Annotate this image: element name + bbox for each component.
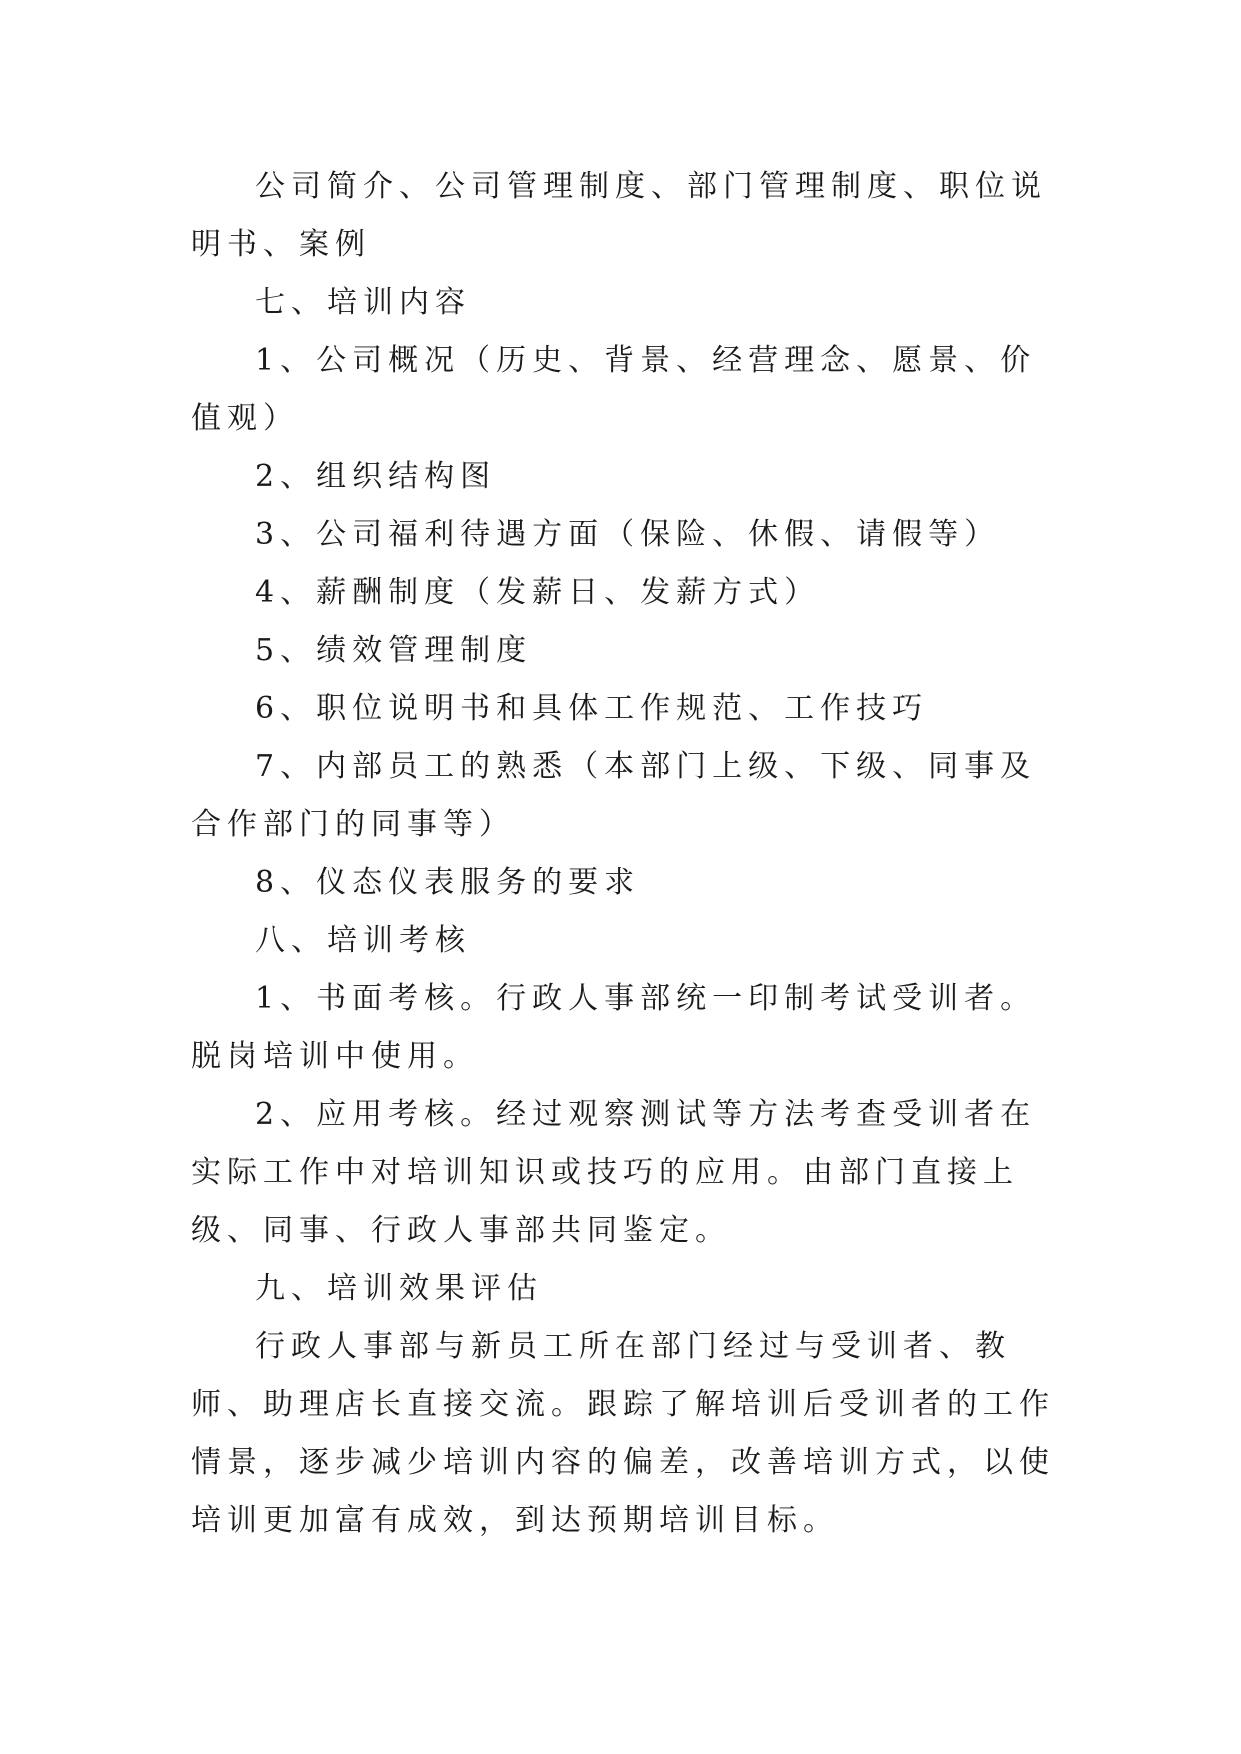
document-body <box>191 158 1071 1550</box>
list-item: 1、公司概况（历史、背景、经营理念、愿景、价值观） <box>191 343 1037 436</box>
list-item: 3、公司福利待遇方面（保险、休假、请假等） <box>255 517 1001 552</box>
list-item: 1、书面考核。行政人事部统一印制考试受训者。脱岗培训中使用。 <box>191 981 1037 1074</box>
list-item: 7、内部员工的熟悉（本部门上级、下级、同事及合作部门的同事等） <box>191 749 1037 842</box>
paragraph-materials: 公司简介、公司管理制度、部门管理制度、职位说明书、案例 <box>191 169 1047 262</box>
heading-section-7: 七、培训内容 <box>255 285 471 320</box>
list-item: 5、绩效管理制度 <box>255 633 533 668</box>
paragraph-evaluation: 行政人事部与新员工所在部门经过与受训者、教师、助理店长直接交流。跟踪了解培训后受训者的工作情景，逐步减少培训内容的偏差，改善培训方式，以使培训更加富有成效，到达预期培训目标。 <box>191 1329 1055 1538</box>
list-item: 8、仪态仪表服务的要求 <box>255 865 641 900</box>
heading-section-8: 八、培训考核 <box>255 923 471 958</box>
heading-section-9: 九、培训效果评估 <box>255 1271 543 1306</box>
list-item: 6、职位说明书和具体工作规范、工作技巧 <box>255 691 929 726</box>
list-item: 2、应用考核。经过观察测试等方法考查受训者在实际工作中对培训知识或技巧的应用。由部门直接上级、同事、行政人事部共同鉴定。 <box>191 1097 1037 1248</box>
list-item: 2、组织结构图 <box>255 459 497 494</box>
list-item: 4、薪酬制度（发薪日、发薪方式） <box>255 575 821 610</box>
